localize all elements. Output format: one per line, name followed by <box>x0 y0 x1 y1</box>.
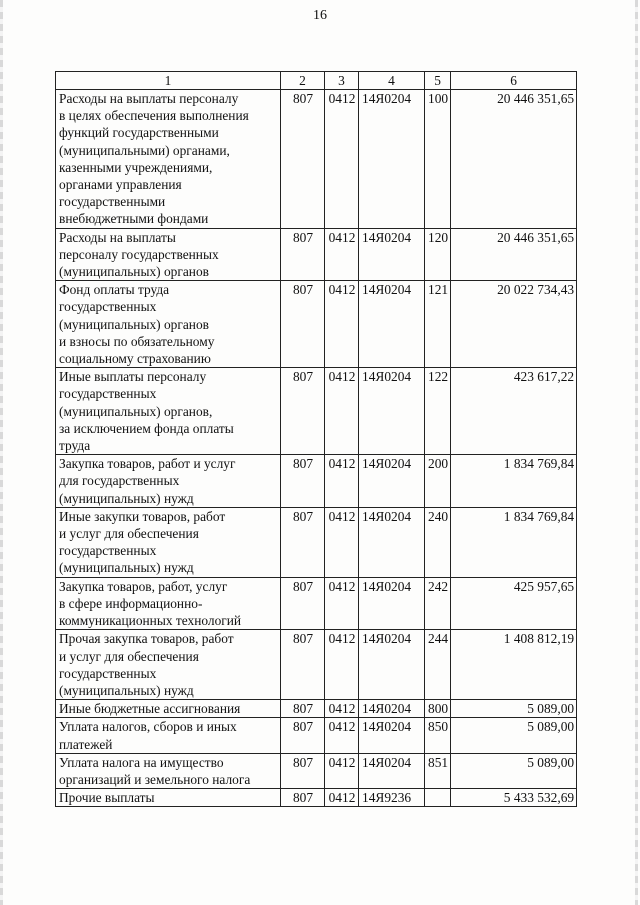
amount-cell: 423 617,22 <box>451 368 577 455</box>
target-article-cell: 14Я0204 <box>359 90 425 229</box>
amount-cell: 1 408 812,19 <box>451 630 577 700</box>
section-code-cell: 0412 <box>325 228 359 281</box>
table-row <box>56 577 577 630</box>
ministry-code-cell: 807 <box>281 753 325 788</box>
target-article-cell: 14Я0204 <box>359 577 425 630</box>
scan-edge-left <box>0 0 3 905</box>
expense-type-cell: 100 <box>425 90 451 229</box>
ministry-code-cell: 807 <box>281 281 325 368</box>
table-row <box>56 90 577 229</box>
scan-edge-right <box>635 0 638 905</box>
section-code-cell: 0412 <box>325 718 359 753</box>
target-article-cell: 14Я0204 <box>359 718 425 753</box>
table-row <box>56 630 577 700</box>
target-article-cell: 14Я0204 <box>359 753 425 788</box>
column-header-3: 3 <box>325 72 359 90</box>
amount-cell: 425 957,65 <box>451 577 577 630</box>
expense-type-cell: 121 <box>425 281 451 368</box>
ministry-code-cell: 807 <box>281 228 325 281</box>
amount-cell: 1 834 769,84 <box>451 507 577 577</box>
expense-type-cell: 850 <box>425 718 451 753</box>
ministry-code-cell: 807 <box>281 90 325 229</box>
target-article-cell: 14Я0204 <box>359 281 425 368</box>
table-row <box>56 281 577 368</box>
amount-cell: 5 089,00 <box>451 718 577 753</box>
amount-cell: 5 089,00 <box>451 700 577 718</box>
budget-table <box>55 71 577 807</box>
table-row <box>56 700 577 718</box>
target-article-cell: 14Я0204 <box>359 455 425 508</box>
expense-type-cell <box>425 789 451 807</box>
table-row <box>56 507 577 577</box>
amount-cell: 1 834 769,84 <box>451 455 577 508</box>
ministry-code-cell: 807 <box>281 630 325 700</box>
expense-type-cell: 242 <box>425 577 451 630</box>
expense-type-cell: 244 <box>425 630 451 700</box>
expense-name-cell: Прочие выплаты <box>56 789 281 807</box>
column-header-1: 1 <box>56 72 281 90</box>
expense-name-cell: Закупка товаров, работ и услуг для государственных (муниципальных) нужд <box>56 455 281 508</box>
table-row <box>56 368 577 455</box>
ministry-code-cell: 807 <box>281 507 325 577</box>
section-code-cell: 0412 <box>325 90 359 229</box>
expense-name-cell: Иные бюджетные ассигнования <box>56 700 281 718</box>
section-code-cell: 0412 <box>325 281 359 368</box>
amount-cell: 5 433 532,69 <box>451 789 577 807</box>
amount-cell: 20 446 351,65 <box>451 228 577 281</box>
table-header-row <box>56 72 577 90</box>
expense-type-cell: 851 <box>425 753 451 788</box>
expense-type-cell: 120 <box>425 228 451 281</box>
section-code-cell: 0412 <box>325 368 359 455</box>
expense-name-cell: Расходы на выплаты персоналу в целях обеспечения выполнения функций государственными (муниципальными) органами, казенными учреждениями, органами управления государственными внебюджетными фондами <box>56 90 281 229</box>
section-code-cell: 0412 <box>325 455 359 508</box>
expense-type-cell: 240 <box>425 507 451 577</box>
ministry-code-cell: 807 <box>281 789 325 807</box>
target-article-cell: 14Я0204 <box>359 700 425 718</box>
expense-name-cell: Иные выплаты персоналу государственных (муниципальных) органов, за исключением фонда оплаты труда <box>56 368 281 455</box>
amount-cell: 20 446 351,65 <box>451 90 577 229</box>
expense-type-cell: 800 <box>425 700 451 718</box>
expense-type-cell: 200 <box>425 455 451 508</box>
table-row <box>56 718 577 753</box>
column-header-5: 5 <box>425 72 451 90</box>
table-row <box>56 789 577 807</box>
expense-name-cell: Уплата налогов, сборов и иных платежей <box>56 718 281 753</box>
page-number: 16 <box>313 8 327 23</box>
amount-cell: 5 089,00 <box>451 753 577 788</box>
section-code-cell: 0412 <box>325 577 359 630</box>
expense-type-cell: 122 <box>425 368 451 455</box>
ministry-code-cell: 807 <box>281 577 325 630</box>
table-row <box>56 455 577 508</box>
expense-name-cell: Закупка товаров, работ, услуг в сфере информационно- коммуникационных технологий <box>56 577 281 630</box>
target-article-cell: 14Я0204 <box>359 228 425 281</box>
target-article-cell: 14Я0204 <box>359 368 425 455</box>
expense-name-cell: Прочая закупка товаров, работ и услуг для обеспечения государственных (муниципальных) нужд <box>56 630 281 700</box>
table-row <box>56 228 577 281</box>
column-header-6: 6 <box>451 72 577 90</box>
ministry-code-cell: 807 <box>281 700 325 718</box>
target-article-cell: 14Я0204 <box>359 630 425 700</box>
target-article-cell: 14Я0204 <box>359 507 425 577</box>
target-article-cell: 14Я9236 <box>359 789 425 807</box>
section-code-cell: 0412 <box>325 700 359 718</box>
ministry-code-cell: 807 <box>281 368 325 455</box>
section-code-cell: 0412 <box>325 789 359 807</box>
section-code-cell: 0412 <box>325 507 359 577</box>
ministry-code-cell: 807 <box>281 718 325 753</box>
expense-name-cell: Уплата налога на имущество организаций и земельного налога <box>56 753 281 788</box>
expense-name-cell: Иные закупки товаров, работ и услуг для обеспечения государственных (муниципальных) нужд <box>56 507 281 577</box>
amount-cell: 20 022 734,43 <box>451 281 577 368</box>
expense-name-cell: Фонд оплаты труда государственных (муниципальных) органов и взносы по обязательному социальному страхованию <box>56 281 281 368</box>
section-code-cell: 0412 <box>325 753 359 788</box>
column-header-4: 4 <box>359 72 425 90</box>
ministry-code-cell: 807 <box>281 455 325 508</box>
section-code-cell: 0412 <box>325 630 359 700</box>
table-row <box>56 753 577 788</box>
column-header-2: 2 <box>281 72 325 90</box>
expense-name-cell: Расходы на выплаты персоналу государственных (муниципальных) органов <box>56 228 281 281</box>
